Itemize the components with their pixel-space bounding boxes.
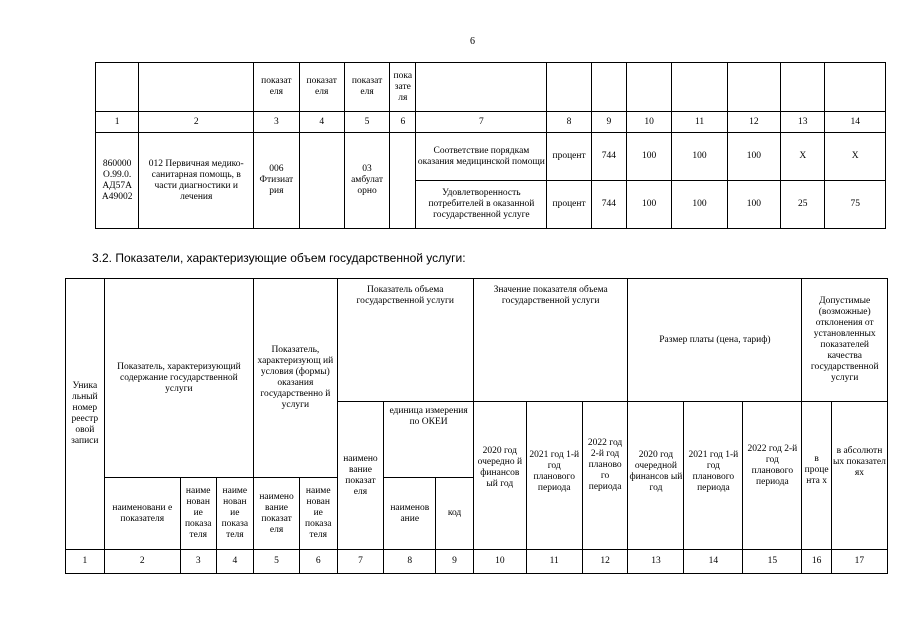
column-number: 11 — [672, 112, 727, 133]
header-cell — [139, 63, 254, 112]
unit-name: процент — [547, 133, 591, 181]
price-2020-header: 2020 год очередной финансов ый год — [628, 402, 684, 550]
column-number: 11 — [526, 550, 582, 574]
price-header: Размер платы (цена, тариф) — [628, 279, 802, 402]
header-cell — [626, 63, 671, 112]
deviation-percent: 25 — [781, 181, 825, 229]
sub-indicator-name: наиме нован ие показа теля — [299, 478, 337, 550]
sub-indicator-name: наименовани е показателя — [104, 478, 180, 550]
column-number: 14 — [825, 112, 886, 133]
unit-name: процент — [547, 181, 591, 229]
header-cell: показат еля — [254, 63, 299, 112]
value-2021: 100 — [672, 133, 727, 181]
unit-code-header: код — [436, 478, 474, 550]
column-number: 1 — [96, 112, 139, 133]
column-number: 9 — [591, 112, 626, 133]
column-number: 10 — [626, 112, 671, 133]
table-header-row — [96, 63, 886, 112]
header-cell: показат еля — [344, 63, 389, 112]
value-2022: 100 — [727, 181, 780, 229]
deviation-absolute: 75 — [825, 181, 886, 229]
empty-cell — [390, 133, 416, 229]
column-number: 5 — [344, 112, 389, 133]
header-cell — [96, 63, 139, 112]
column-number: 16 — [802, 550, 831, 574]
header-cell — [591, 63, 626, 112]
content-indicator-header: Показатель, характеризующий содержание государственной услуги — [104, 279, 254, 478]
volume-indicator-header: Показатель объема государственной услуги — [337, 279, 473, 402]
volume-value-header: Значение показателя объема государственной услуги — [473, 279, 628, 402]
year-2022-header: 2022 год 2-й год планово го периода — [582, 402, 628, 550]
column-number: 13 — [628, 550, 684, 574]
column-number: 2 — [104, 550, 180, 574]
value-2021: 100 — [672, 181, 727, 229]
header-cell — [416, 63, 547, 112]
column-number: 3 — [254, 112, 299, 133]
column-number: 1 — [66, 550, 105, 574]
volume-indicators-table — [65, 278, 888, 574]
header-cell — [781, 63, 825, 112]
sub-indicator-name: наиме нован ие показа теля — [216, 478, 254, 550]
column-number: 7 — [337, 550, 384, 574]
header-cell — [825, 63, 886, 112]
price-2022-header: 2022 год 2-й год планового периода — [743, 402, 802, 550]
column-number: 15 — [743, 550, 802, 574]
column-number-row — [66, 550, 888, 574]
unit-code: 744 — [591, 181, 626, 229]
service-content: 012 Первичная медико-санитарная помощь, в части диагностики и лечения — [139, 133, 254, 229]
column-number-row — [96, 112, 886, 133]
conditions-indicator-header: Показатель, характеризующ ий условия (формы) оказания государственно й услуги — [254, 279, 337, 478]
section-title: 3.2. Показатели, характеризующие объем государственной услуги: — [92, 251, 466, 265]
deviation-absolute: Х — [825, 133, 886, 181]
sub-indicator-name: наиме нован ие показа теля — [180, 478, 216, 550]
header-cell: показат еля — [299, 63, 344, 112]
value-2020: 100 — [626, 133, 671, 181]
column-number: 8 — [384, 550, 436, 574]
column-number: 4 — [299, 112, 344, 133]
column-number: 14 — [684, 550, 743, 574]
page-number: 6 — [470, 36, 475, 47]
header-cell — [727, 63, 780, 112]
deviation-header: Допустимые (возможные) отклонения от установленных показателей качества государственной услуги — [802, 279, 888, 402]
year-2021-header: 2021 год 1-й год планового периода — [526, 402, 582, 550]
deviation-percent-header: в проце нта х — [802, 402, 831, 550]
sub-indicator-name: наимено вание показат еля — [254, 478, 300, 550]
value-2020: 100 — [626, 181, 671, 229]
service-profile: 006 Фтизиат рия — [254, 133, 299, 229]
deviation-absolute-header: в абсолютн ых показател ях — [831, 402, 887, 550]
column-number: 12 — [727, 112, 780, 133]
indicator-name: Удовлетворенность потребителей в оказанной государственной услуге — [416, 181, 547, 229]
column-number: 4 — [216, 550, 254, 574]
service-condition: 03 амбулат орно — [344, 133, 389, 229]
unique-number-header: Уника льный номер реестр овой записи — [66, 279, 105, 550]
table-row — [96, 133, 886, 181]
column-number: 5 — [254, 550, 300, 574]
header-cell — [547, 63, 591, 112]
column-number: 9 — [436, 550, 474, 574]
column-number: 6 — [390, 112, 416, 133]
indicator-name: Соответствие порядкам оказания медицинской помощи — [416, 133, 547, 181]
unit-name-header: наименов ание — [384, 478, 436, 550]
column-number: 10 — [473, 550, 526, 574]
column-number: 7 — [416, 112, 547, 133]
unit-code: 744 — [591, 133, 626, 181]
column-number: 8 — [547, 112, 591, 133]
table-header-row — [66, 279, 888, 402]
registry-number: 860000 О.99.0. АД57А А49002 — [96, 133, 139, 229]
deviation-percent: Х — [781, 133, 825, 181]
empty-cell — [299, 133, 344, 229]
column-number: 6 — [299, 550, 337, 574]
value-2022: 100 — [727, 133, 780, 181]
column-number: 2 — [139, 112, 254, 133]
header-cell — [672, 63, 727, 112]
column-number: 17 — [831, 550, 887, 574]
quality-indicators-table — [95, 62, 886, 229]
price-2021-header: 2021 год 1-й год планового периода — [684, 402, 743, 550]
column-number: 13 — [781, 112, 825, 133]
indicator-name-header: наимено вание показат еля — [337, 402, 384, 550]
year-2020-header: 2020 год очередно й финансов ый год — [473, 402, 526, 550]
column-number: 3 — [180, 550, 216, 574]
unit-header: единица измерения по ОКЕИ — [384, 402, 474, 478]
header-cell: пока зате ля — [390, 63, 416, 112]
column-number: 12 — [582, 550, 628, 574]
